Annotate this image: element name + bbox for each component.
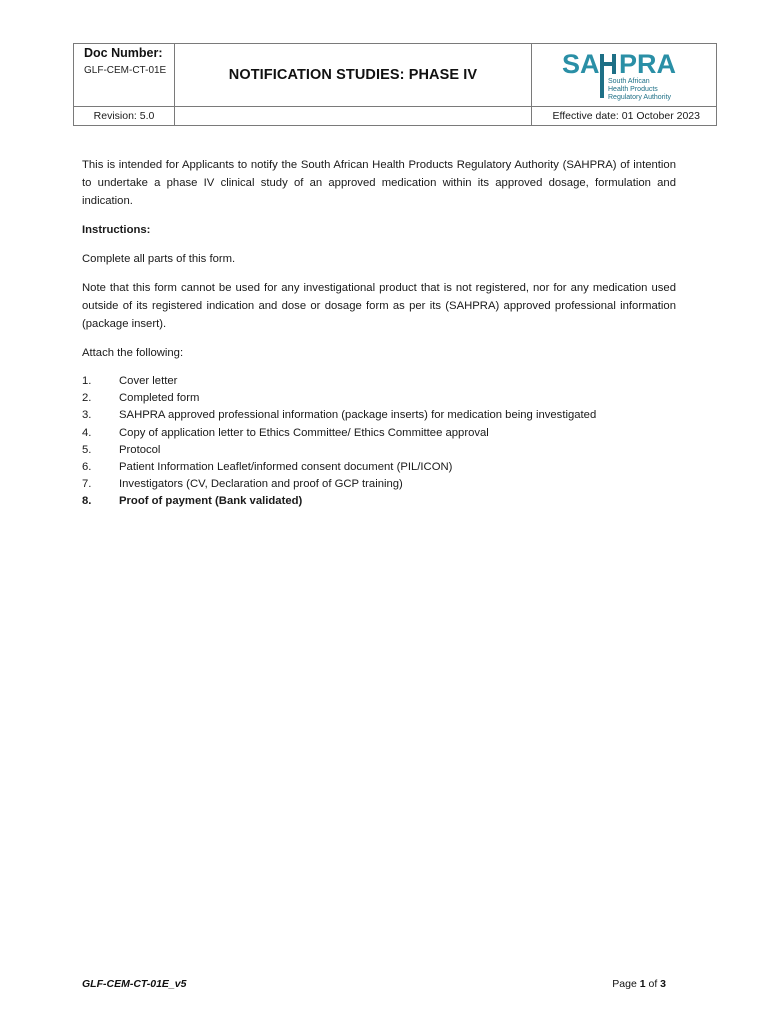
svg-text:Regulatory Authority: Regulatory Authority: [608, 94, 672, 101]
document-body: [82, 156, 676, 511]
title-cell: [175, 44, 532, 107]
list-item: [82, 476, 676, 493]
revision: Revision: 5.0: [74, 107, 175, 126]
attach-label: Attach the following:: [82, 347, 184, 359]
list-item: [82, 407, 676, 424]
sahpra-logo: [562, 48, 694, 109]
list-item-text: Protocol: [119, 443, 161, 456]
doc-number-label: Doc Number:: [84, 46, 163, 60]
list-item: [82, 425, 676, 442]
complete-instruction: Complete all parts of this form.: [82, 253, 236, 265]
page-prefix: Page: [612, 978, 640, 990]
page-current: 1: [639, 978, 646, 990]
svg-text:PRA: PRA: [619, 49, 677, 79]
list-item-text: Investigators (CV, Declaration and proof of GCP training): [119, 478, 403, 491]
list-item-number: 8.: [82, 495, 92, 508]
logo-cell: [532, 44, 717, 107]
doc-number: GLF-CEM-CT-01E: [84, 65, 167, 76]
blank-cell: [175, 107, 532, 126]
list-item-number: 3.: [82, 409, 92, 422]
instructions-label: Instructions:: [82, 224, 151, 236]
list-item: [82, 493, 676, 510]
list-item-text: Copy of application letter to Ethics Committee/ Ethics Committee approval: [119, 426, 489, 439]
intro-paragraph: This is intended for Applicants to notify the South African Health Products Regulatory Authority (SAHPRA) of intention to undertake a phase IV clinical study of an approved medication within its approved dosage, formulation and indication.: [82, 159, 676, 207]
attachment-list: [82, 373, 676, 511]
sahpra-logo-graphic: [562, 48, 694, 104]
list-item-number: 7.: [82, 478, 92, 491]
list-item-text: Proof of payment (Bank validated): [119, 495, 303, 508]
list-item: [82, 373, 676, 390]
document-title: NOTIFICATION STUDIES: PHASE IV: [228, 67, 478, 83]
list-item-number: 4.: [82, 426, 92, 439]
list-item: [82, 459, 676, 476]
list-item-text: Completed form: [119, 392, 200, 405]
list-item-number: 6.: [82, 461, 92, 474]
document-header: [73, 43, 717, 126]
list-item-text: Patient Information Leaflet/informed consent document (PIL/ICON): [119, 461, 453, 474]
list-item-number: 1.: [82, 375, 92, 387]
effective-date: Effective date: 01 October 2023: [532, 107, 717, 126]
note-paragraph: Note that this form cannot be used for any investigational product that is not registered, nor for any medication used outside of its registered indication and dose or dosage form as per its (SAHPRA) approved professional information (package insert).: [82, 282, 676, 330]
list-item-number: 5.: [82, 443, 92, 456]
doc-number-cell: [74, 44, 175, 107]
page-of: of: [645, 978, 661, 990]
footer-page-number: [612, 978, 666, 990]
svg-text:Health Products: Health Products: [608, 86, 658, 93]
page-total: 3: [660, 978, 666, 990]
list-item-number: 2.: [82, 392, 92, 405]
svg-text:SA: SA: [562, 49, 600, 79]
list-item-text: SAHPRA approved professional information (package inserts) for medication being investigated: [119, 409, 597, 422]
footer-doc-version: GLF-CEM-CT-01E_v5: [82, 978, 187, 990]
list-item: [82, 442, 676, 459]
svg-text:South African: South African: [608, 78, 650, 85]
list-item-text: Cover letter: [119, 375, 178, 387]
list-item: [82, 390, 676, 407]
